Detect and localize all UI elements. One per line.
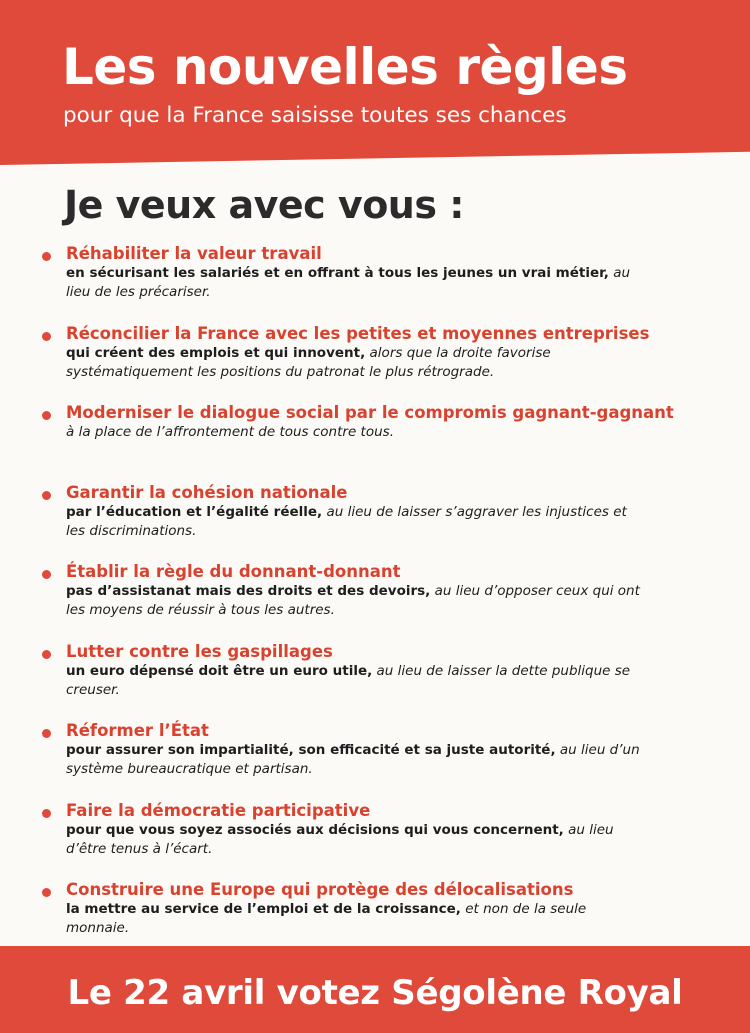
item-bold-text: pour que vous soyez associés aux décisions qui vous concernent,	[66, 821, 564, 838]
list-item	[40, 244, 730, 324]
bullet-icon	[42, 491, 51, 500]
item-text	[66, 821, 646, 859]
item-italic-text: au lieu d’opposer ceux qui ont les moyens de réussir à tous les autres.	[66, 583, 640, 618]
item-italic-text: à la place de l’affrontement de tous contre tous.	[66, 424, 394, 440]
bullet-icon	[42, 809, 51, 818]
bullet-icon	[42, 729, 51, 738]
list-item	[40, 324, 730, 404]
item-bold-text: pour assurer son impartialité, son efficacité et sa juste autorité,	[66, 742, 556, 758]
item-italic-text: au lieu de les précariser.	[66, 265, 631, 300]
item-italic-text: au lieu de laisser la dette publique se creuser.	[66, 662, 631, 698]
item-title: Lutter contre les gaspillages	[66, 641, 333, 661]
item-title: Établir la règle du donnant-donnant	[66, 562, 401, 581]
item-text	[66, 423, 646, 442]
item-title: Construire une Europe qui protège des délocalisations	[66, 880, 574, 899]
item-title: Réconcilier la France avec les petites et moyennes entreprises	[66, 323, 650, 343]
bullet-icon	[42, 570, 51, 579]
item-italic-text: au lieu d’être tenus à l’écart.	[66, 821, 614, 857]
item-italic-text: au lieu de laisser s’aggraver les injustices et les discriminations.	[66, 503, 627, 539]
item-italic-text: alors que la droite favorise systématiquement les positions du patronat le plus rétrograde.	[66, 344, 551, 380]
item-title: Réhabiliter la valeur travail	[66, 244, 322, 263]
item-text	[66, 503, 646, 541]
item-text	[66, 344, 646, 382]
list-item	[40, 403, 730, 483]
item-italic-text: au lieu d’un système bureaucratique et partisan.	[66, 742, 640, 777]
item-bold-text: un euro dépensé doit être un euro utile,	[66, 662, 373, 679]
list-item	[40, 483, 730, 563]
item-title: Réformer l’État	[66, 721, 209, 740]
bullet-icon	[42, 411, 51, 420]
item-text	[66, 264, 646, 302]
commitments-list	[40, 244, 730, 960]
item-text	[66, 900, 646, 938]
bullet-icon	[42, 650, 51, 659]
page-subtitle: pour que la France saisisse toutes ses chances	[63, 103, 567, 128]
list-item	[40, 562, 730, 642]
list-item	[40, 801, 730, 881]
section-heading: Je veux avec vous :	[64, 183, 464, 227]
item-text	[66, 662, 646, 700]
bullet-icon	[42, 332, 51, 341]
item-bold-text: la mettre au service de l’emploi et de la croissance,	[66, 901, 461, 917]
item-text	[66, 582, 646, 620]
item-bold-text: pas d’assistanat mais des droits et des devoirs,	[66, 583, 431, 599]
item-bold-text: qui créent des emplois et qui innovent,	[66, 344, 366, 361]
bullet-icon	[42, 252, 51, 261]
item-title: Moderniser le dialogue social par le compromis gagnant-gagnant	[66, 403, 674, 422]
page-title: Les nouvelles règles	[62, 38, 628, 96]
item-italic-text: et non de la seule monnaie.	[66, 901, 587, 936]
item-text	[66, 741, 646, 779]
item-bold-text: par l’éducation et l’égalité réelle,	[66, 503, 323, 520]
item-title: Faire la démocratie participative	[66, 800, 371, 820]
call-to-action: Le 22 avril votez Ségolène Royal	[67, 973, 683, 1013]
item-bold-text: en sécurisant les salariés et en offrant à tous les jeunes un vrai métier,	[66, 265, 609, 281]
list-item	[40, 721, 730, 801]
item-title: Garantir la cohésion nationale	[66, 482, 348, 502]
bullet-icon	[42, 888, 51, 897]
list-item	[40, 642, 730, 722]
